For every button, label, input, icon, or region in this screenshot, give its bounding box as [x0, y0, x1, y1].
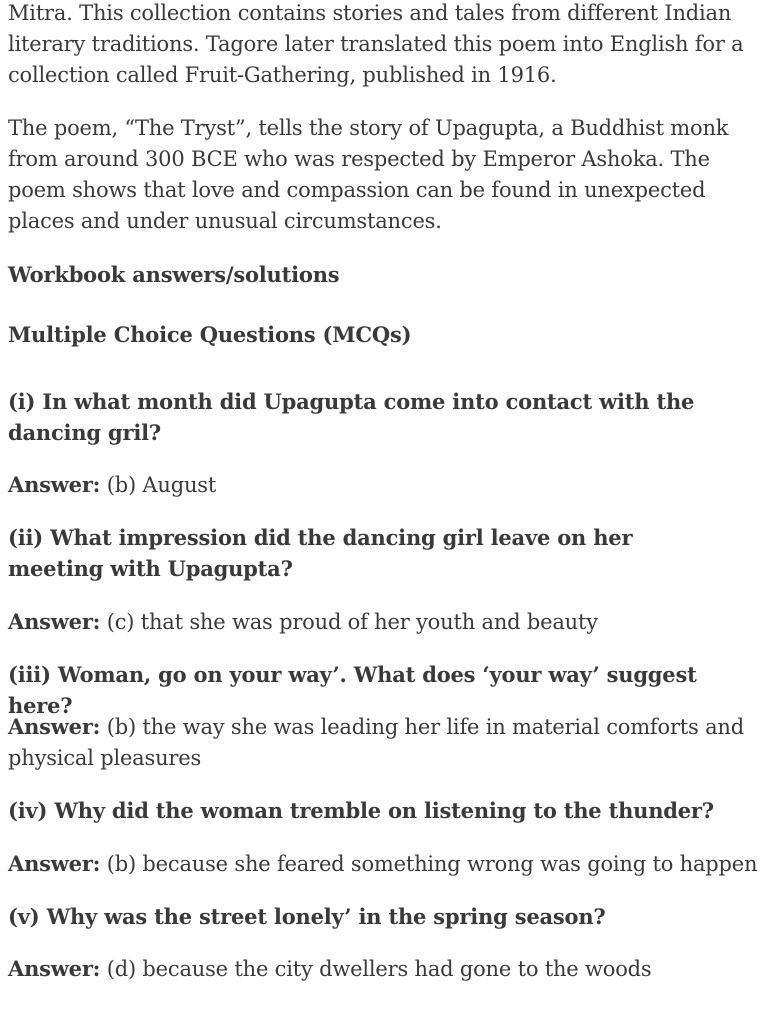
- answer-1: [8, 469, 764, 501]
- answer-5: [8, 953, 764, 985]
- answer-text: (c) that she was proud of her youth and beauty: [100, 610, 598, 634]
- answer-text: (b) the way she was leading her life in material comforts and physical pleasures: [8, 715, 744, 770]
- question-1: (i) In what month did Upagupta come into contact with the dancing gril?: [8, 389, 695, 445]
- question-3: (iii) Woman, go on your way’. What does ‘your way’ suggest here?: [8, 662, 697, 718]
- answer-4: [8, 848, 764, 880]
- answer-text: (b) because she feared something wrong was going to happen: [100, 852, 758, 876]
- mcq-heading: Multiple Choice Questions (MCQs): [8, 322, 412, 347]
- question-5: (v) Why was the street lonely’ in the spring season?: [8, 904, 606, 929]
- answer-text: (d) because the city dwellers had gone to the woods: [100, 957, 652, 981]
- answer-label: Answer:: [8, 956, 101, 981]
- question-2: (ii) What impression did the dancing girl leave on her meeting with Upagupta?: [8, 525, 633, 581]
- intro-paragraph-2: The poem, “The Tryst”, tells the story of Upagupta, a Buddhist monk from around 300 BCE who was respected by Emperor Ashoka. The poem shows that love and compassion can be found in unexpected places and under unusual circumstances.: [8, 116, 729, 233]
- answer-2: [8, 606, 764, 638]
- workbook-heading: Workbook answers/solutions: [8, 262, 340, 287]
- answer-text: (b) August: [100, 473, 217, 497]
- answer-label: Answer:: [8, 851, 101, 876]
- intro-paragraph-1: Mitra. This collection contains stories and tales from different Indian literary traditions. Tagore later translated this poem into English for a collection called Fruit-Gathering, published in 1916.: [8, 1, 744, 87]
- question-4: (iv) Why did the woman tremble on listening to the thunder?: [8, 798, 714, 823]
- answer-label: Answer:: [8, 609, 101, 634]
- answer-label: Answer:: [8, 472, 101, 497]
- answer-3: [8, 711, 764, 774]
- answer-label: Answer:: [8, 714, 101, 739]
